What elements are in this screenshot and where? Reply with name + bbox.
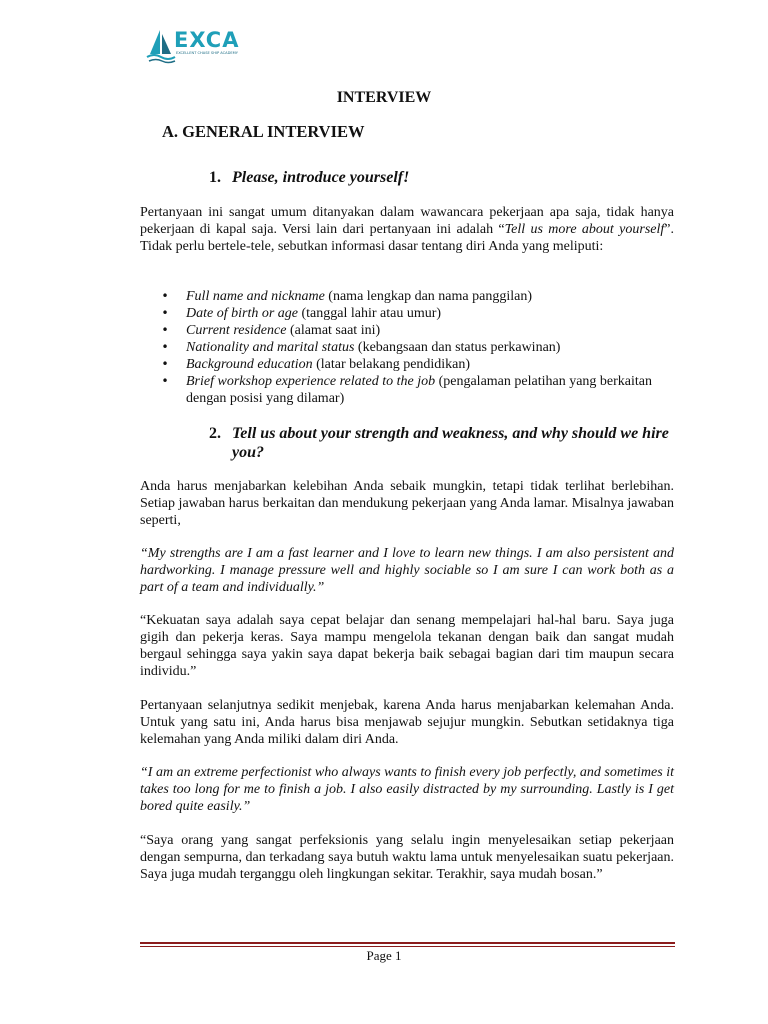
item-translation: (tanggal lahir atau umur) — [301, 306, 442, 321]
item-english: Brief workshop experience related to the job — [186, 374, 436, 389]
item-english: Nationality and marital status — [186, 340, 355, 355]
question-number: 2. — [209, 425, 221, 442]
question-1 — [209, 168, 649, 187]
bullet-icon: • — [161, 289, 169, 303]
page-number: Page 1 — [366, 948, 402, 963]
list-item — [160, 339, 660, 356]
item-translation: (latar belakang pendidikan) — [316, 357, 471, 372]
paragraph-emphasis: Tell us more about yourself — [504, 222, 665, 237]
logo-tagline: EXCELLENT CHASE SHIP ACADEMY — [176, 51, 238, 55]
bullet-icon: • — [161, 340, 169, 354]
footer-rule — [140, 942, 675, 944]
question-text: Please, introduce yourself! — [232, 169, 410, 186]
paragraph-text: ”. Tidak perlu bertele-tele, sebutkan informasi dasar tentang diri Anda yang meliputi: — [140, 222, 674, 254]
section-heading: A. GENERAL INTERVIEW — [162, 122, 365, 141]
list-item — [160, 288, 660, 305]
logo-wordmark: EXCA — [174, 28, 240, 52]
item-translation: (nama lengkap dan nama panggilan) — [328, 289, 532, 304]
paragraph-weakness-example-en: “I am an extreme perfectionist who always wants to finish every job perfectly, and sometimes it takes too long for me to finish a job. I also easily distracted by my surrounding. Lastly is I get bored quite easily.” — [140, 765, 674, 814]
bullet-icon: • — [161, 357, 169, 371]
list-item — [160, 305, 660, 322]
document-title: INTERVIEW — [336, 89, 432, 106]
item-translation: (kebangsaan dan status perkawinan) — [357, 340, 561, 355]
paragraph-strength-example-id: “Kekuatan saya adalah saya cepat belajar dan senang mempelajari hal-hal baru. Saya juga gigih dan pekerja keras. Saya mampu mengelola tekanan dengan baik dan sangat mudah bergaul sehingga saya yakin saya dapat bekerja baik sebagai bagian dari tim maupun secara individu.” — [140, 613, 674, 679]
paragraph-strength-example-en: “My strengths are I am a fast learner and I love to learn new things. I am also persistent and hardworking. I manage pressure well and highly sociable so I am sure I can work both as a part of a team and individually.” — [140, 546, 674, 595]
question-text: Tell us about your strength and weakness, and why should we hire you? — [232, 425, 669, 461]
item-english: Background education — [186, 357, 313, 372]
paragraph-weakness-example-id: “Saya orang yang sangat perfeksionis yang selalu ingin menyelesaikan setiap pekerjaan dengan sempurna, dan terkadang saya butuh waktu lama untuk menyelesaikan suatu pekerjaan. Saya juga mudah terganggu oleh lingkungan sekitar. Terakhir, saya mudah bosan.” — [140, 833, 674, 882]
question-number: 1. — [209, 169, 221, 186]
item-translation: (pengalaman pelatihan yang berkaitan dengan posisi yang dilamar) — [186, 374, 652, 406]
paragraph-weakness-intro: Pertanyaan selanjutnya sedikit menjebak, karena Anda harus menjabarkan kelemahan Anda. Untuk yang satu ini, Anda harus bisa menjawab sejujur mungkin. Sebutkan setidaknya tiga kelemahan yang Anda miliki dalam diri Anda. — [140, 698, 674, 747]
info-list — [160, 288, 660, 407]
exca-logo — [146, 26, 252, 64]
item-english: Full name and nickname — [186, 289, 325, 304]
item-translation: (alamat saat ini) — [289, 323, 381, 338]
item-english: Date of birth or age — [186, 306, 298, 321]
bullet-icon: • — [161, 306, 169, 320]
paragraph-strength-intro: Anda harus menjabarkan kelebihan Anda sebaik mungkin, tetapi tidak terlihat berlebihan. Setiap jawaban harus berkaitan dan mendukung pekerjaan yang Anda lamar. Misalnya jawaban seperti, — [140, 479, 674, 528]
paragraph-text: Pertanyaan ini sangat umum ditanyakan dalam wawancara pekerjaan apa saja, tidak hanya pekerjaan di kapal saja. Versi lain dari pertanyaan ini adalah “ — [140, 205, 674, 237]
ship-sail-icon — [146, 26, 176, 64]
bullet-icon: • — [161, 323, 169, 337]
question-2 — [209, 424, 679, 462]
list-item — [160, 322, 660, 339]
paragraph-intro — [140, 204, 674, 255]
bullet-icon: • — [161, 374, 169, 388]
list-item — [160, 373, 660, 407]
footer-rule-thin — [140, 946, 675, 947]
item-english: Current residence — [186, 323, 287, 338]
list-item — [160, 356, 660, 373]
